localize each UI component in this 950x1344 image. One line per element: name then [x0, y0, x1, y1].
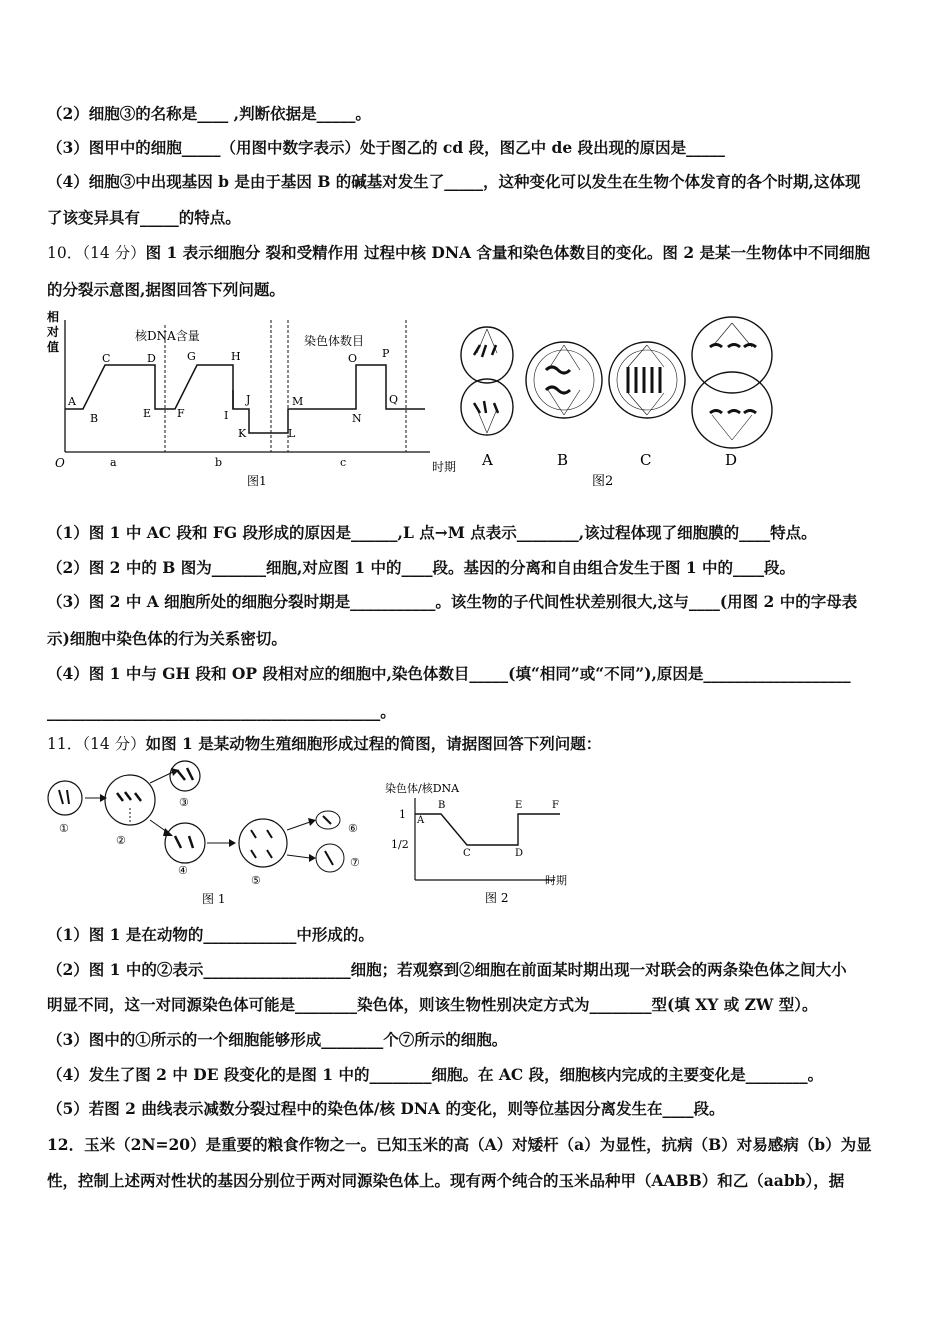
fig1-point-Q: Q: [389, 393, 399, 406]
q10-sub-4b: ___________________________________________。: [47, 702, 396, 721]
fig1-point-D: D: [147, 352, 156, 365]
fig-q11-label-4: ④: [178, 864, 188, 877]
fig-q11-label-7: ⑦: [350, 856, 360, 869]
q10-sub-3a: （3）图 2 中 A 细胞所处的细胞分裂时期是___________。该生物的子代间性状差别很大,这与____(用图 2 中的字母表: [47, 592, 858, 611]
fig1-point-C: C: [102, 352, 111, 365]
fig1-point-O: O: [348, 352, 358, 365]
fig1-point-P: P: [382, 347, 390, 360]
fig1-phase-c: c: [340, 456, 347, 469]
q10-sub-1: （1）图 1 中 AC 段和 FG 段形成的原因是______,L 点→M 点表示________,该过程体现了细胞膜的____特点。: [47, 523, 817, 542]
fig2-cell-label-C: C: [640, 451, 652, 469]
fig1-point-J: J: [246, 393, 251, 406]
q11-fig2-point-A: A: [417, 815, 425, 826]
q10-stem-a: [47, 243, 870, 263]
fig1-point-F: F: [177, 407, 185, 420]
q11-fig2-curve: [415, 814, 560, 845]
q11-sub-5: （5）若图 2 曲线表示减数分裂过程中的染色体/核 DNA 的变化，则等位基因分离发生在____段。: [47, 1099, 725, 1118]
fig1-point-H: H: [231, 350, 241, 363]
fig1-ylabel-2: 对: [47, 325, 60, 339]
q12-line-a: 12．玉米（2N=20）是重要的粮食作物之一。已知玉米的高（A）对矮杆（a）为显性，抗病（B）对易感病（b）为显: [47, 1135, 872, 1154]
q9-line-4b: 了该变异具有_____的特点。: [47, 208, 241, 227]
fig1-ylabel-3: 值: [47, 340, 60, 354]
q11-sub-3: （3）图中的①所示的一个细胞能够形成________个⑦所示的细胞。: [47, 1030, 508, 1049]
q12-line-b: 性，控制上述两对性状的基因分别位于两对同源染色体上。现有两个纯合的玉米品种甲（AABB）和乙（aabb），据: [47, 1171, 845, 1190]
q10-number: 10．（14 分）: [47, 244, 146, 262]
fig1-phase-a: a: [110, 456, 117, 469]
q11-fig2-ylabel: 染色体/核DNA: [385, 782, 460, 795]
cell-d-drawing: [692, 317, 772, 448]
q11-fig2-xlabel: 时期: [545, 874, 567, 887]
q11-fig2-y1: 1: [399, 808, 406, 821]
q11-figure-2: [385, 778, 585, 908]
cell-c-drawing: [609, 342, 685, 418]
fig1-caption: 图1: [247, 474, 267, 488]
fig1-point-G: G: [187, 350, 196, 363]
q11-sub-4: （4）发生了图 2 中 DE 段变化的是图 1 中的________细胞。在 AC 段，细胞核内完成的主要变化是________。: [47, 1065, 824, 1084]
fig1-point-B: B: [90, 412, 99, 425]
fig2-cell-label-A: A: [482, 451, 493, 469]
q11-sub-2b: 明显不同，这一对同源染色体可能是________染色体，则该生物性别决定方式为________型(填 XY 或 ZW 型）。: [47, 995, 818, 1014]
fig2-cell-label-D: D: [725, 451, 738, 469]
q11-fig1-caption: 图 1: [202, 892, 226, 906]
q9-line-4a: （4）细胞③中出现基因 b 是由于基因 B 的碱基对发生了_____，这种变化可以发生在生物个体发育的各个时期,这体现: [47, 172, 861, 191]
fig1-label-chrom: 染色体数目: [304, 334, 365, 348]
fig1-point-N: N: [352, 412, 362, 425]
cell-b-drawing: [526, 342, 602, 418]
fig1-label-dna: 核DNA含量: [135, 329, 200, 343]
q10-sub-4a: （4）图 1 中与 GH 段和 OP 段相对应的细胞中,染色体数目_____(填“相同”或“不同”),原因是___________________: [47, 664, 851, 683]
fig1-point-E: E: [143, 407, 152, 420]
q11-fig2-point-C: C: [463, 848, 471, 859]
fig-q11-label-3: ③: [179, 796, 189, 809]
fig2-cell-label-B: B: [557, 451, 569, 469]
q9-line-3: （3）图甲中的细胞_____（用图中数字表示）处于图乙的 cd 段，图乙中 de 段出现的原因是_____: [47, 138, 725, 157]
q11-stem: [47, 734, 601, 754]
q9-line-2: （2）细胞③的名称是____ ,判断依据是_____。: [47, 104, 371, 123]
q11-sub-2a: （2）图 1 中的②表示___________________细胞；若观察到②细胞在前面某时期出现一对联会的两条染色体之间大小: [47, 960, 847, 979]
q11-fig2-point-F: F: [552, 800, 559, 811]
q11-fig2-caption: 图 2: [485, 891, 509, 905]
q10-figure-2: [452, 315, 782, 495]
q11-fig2-point-B: B: [438, 800, 446, 811]
fig1-point-L: L: [288, 427, 296, 440]
fig1-xlabel: 时期: [432, 460, 457, 474]
fig1-curve: [65, 365, 425, 433]
q10-stem-b: 的分裂示意图,据图回答下列问题。: [47, 280, 285, 299]
fig-q11-label-1: ①: [59, 822, 69, 835]
q10-stem-text: 图 1 表示细胞分 裂和受精作用 过程中核 DNA 含量和染色体数目的变化。图 2 是某一生物体中不同细胞: [145, 243, 871, 262]
fig2-caption: 图2: [592, 474, 614, 489]
fig1-point-A: A: [68, 395, 76, 408]
q11-stem-text: 如图 1 是某动物生殖细胞形成过程的简图，请据图回答下列问题：: [145, 734, 602, 753]
fig1-point-M: M: [292, 395, 304, 408]
q11-fig2-point-E: E: [515, 800, 523, 811]
fig1-point-K: K: [238, 427, 247, 440]
q10-sub-3b: 示)细胞中染色体的行为关系密切。: [47, 629, 287, 648]
fig-q11-label-2: ②: [116, 834, 126, 847]
q11-fig2-point-D: D: [515, 848, 524, 859]
fig-q11-label-5: ⑤: [251, 874, 261, 887]
fig1-phase-b: b: [215, 456, 223, 469]
q11-number: 11．（14 分）: [47, 735, 146, 753]
q11-figure-1: [45, 758, 385, 908]
q10-sub-2: （2）图 2 中的 B 图为_______细胞,对应图 1 中的____段。基因的分离和自由组合发生于图 1 中的____段。: [47, 558, 796, 577]
cell-a-drawing: [461, 327, 513, 435]
fig1-point-I: I: [224, 409, 229, 422]
q11-fig2-yhalf: 1/2: [391, 838, 409, 851]
q11-sub-1: （1）图 1 是在动物的____________中形成的。: [47, 925, 374, 944]
q10-figure-1: [45, 305, 465, 495]
fig1-origin: O: [55, 456, 65, 470]
fig1-ylabel-1: 相: [47, 310, 60, 324]
fig-q11-label-6: ⑥: [348, 822, 358, 835]
